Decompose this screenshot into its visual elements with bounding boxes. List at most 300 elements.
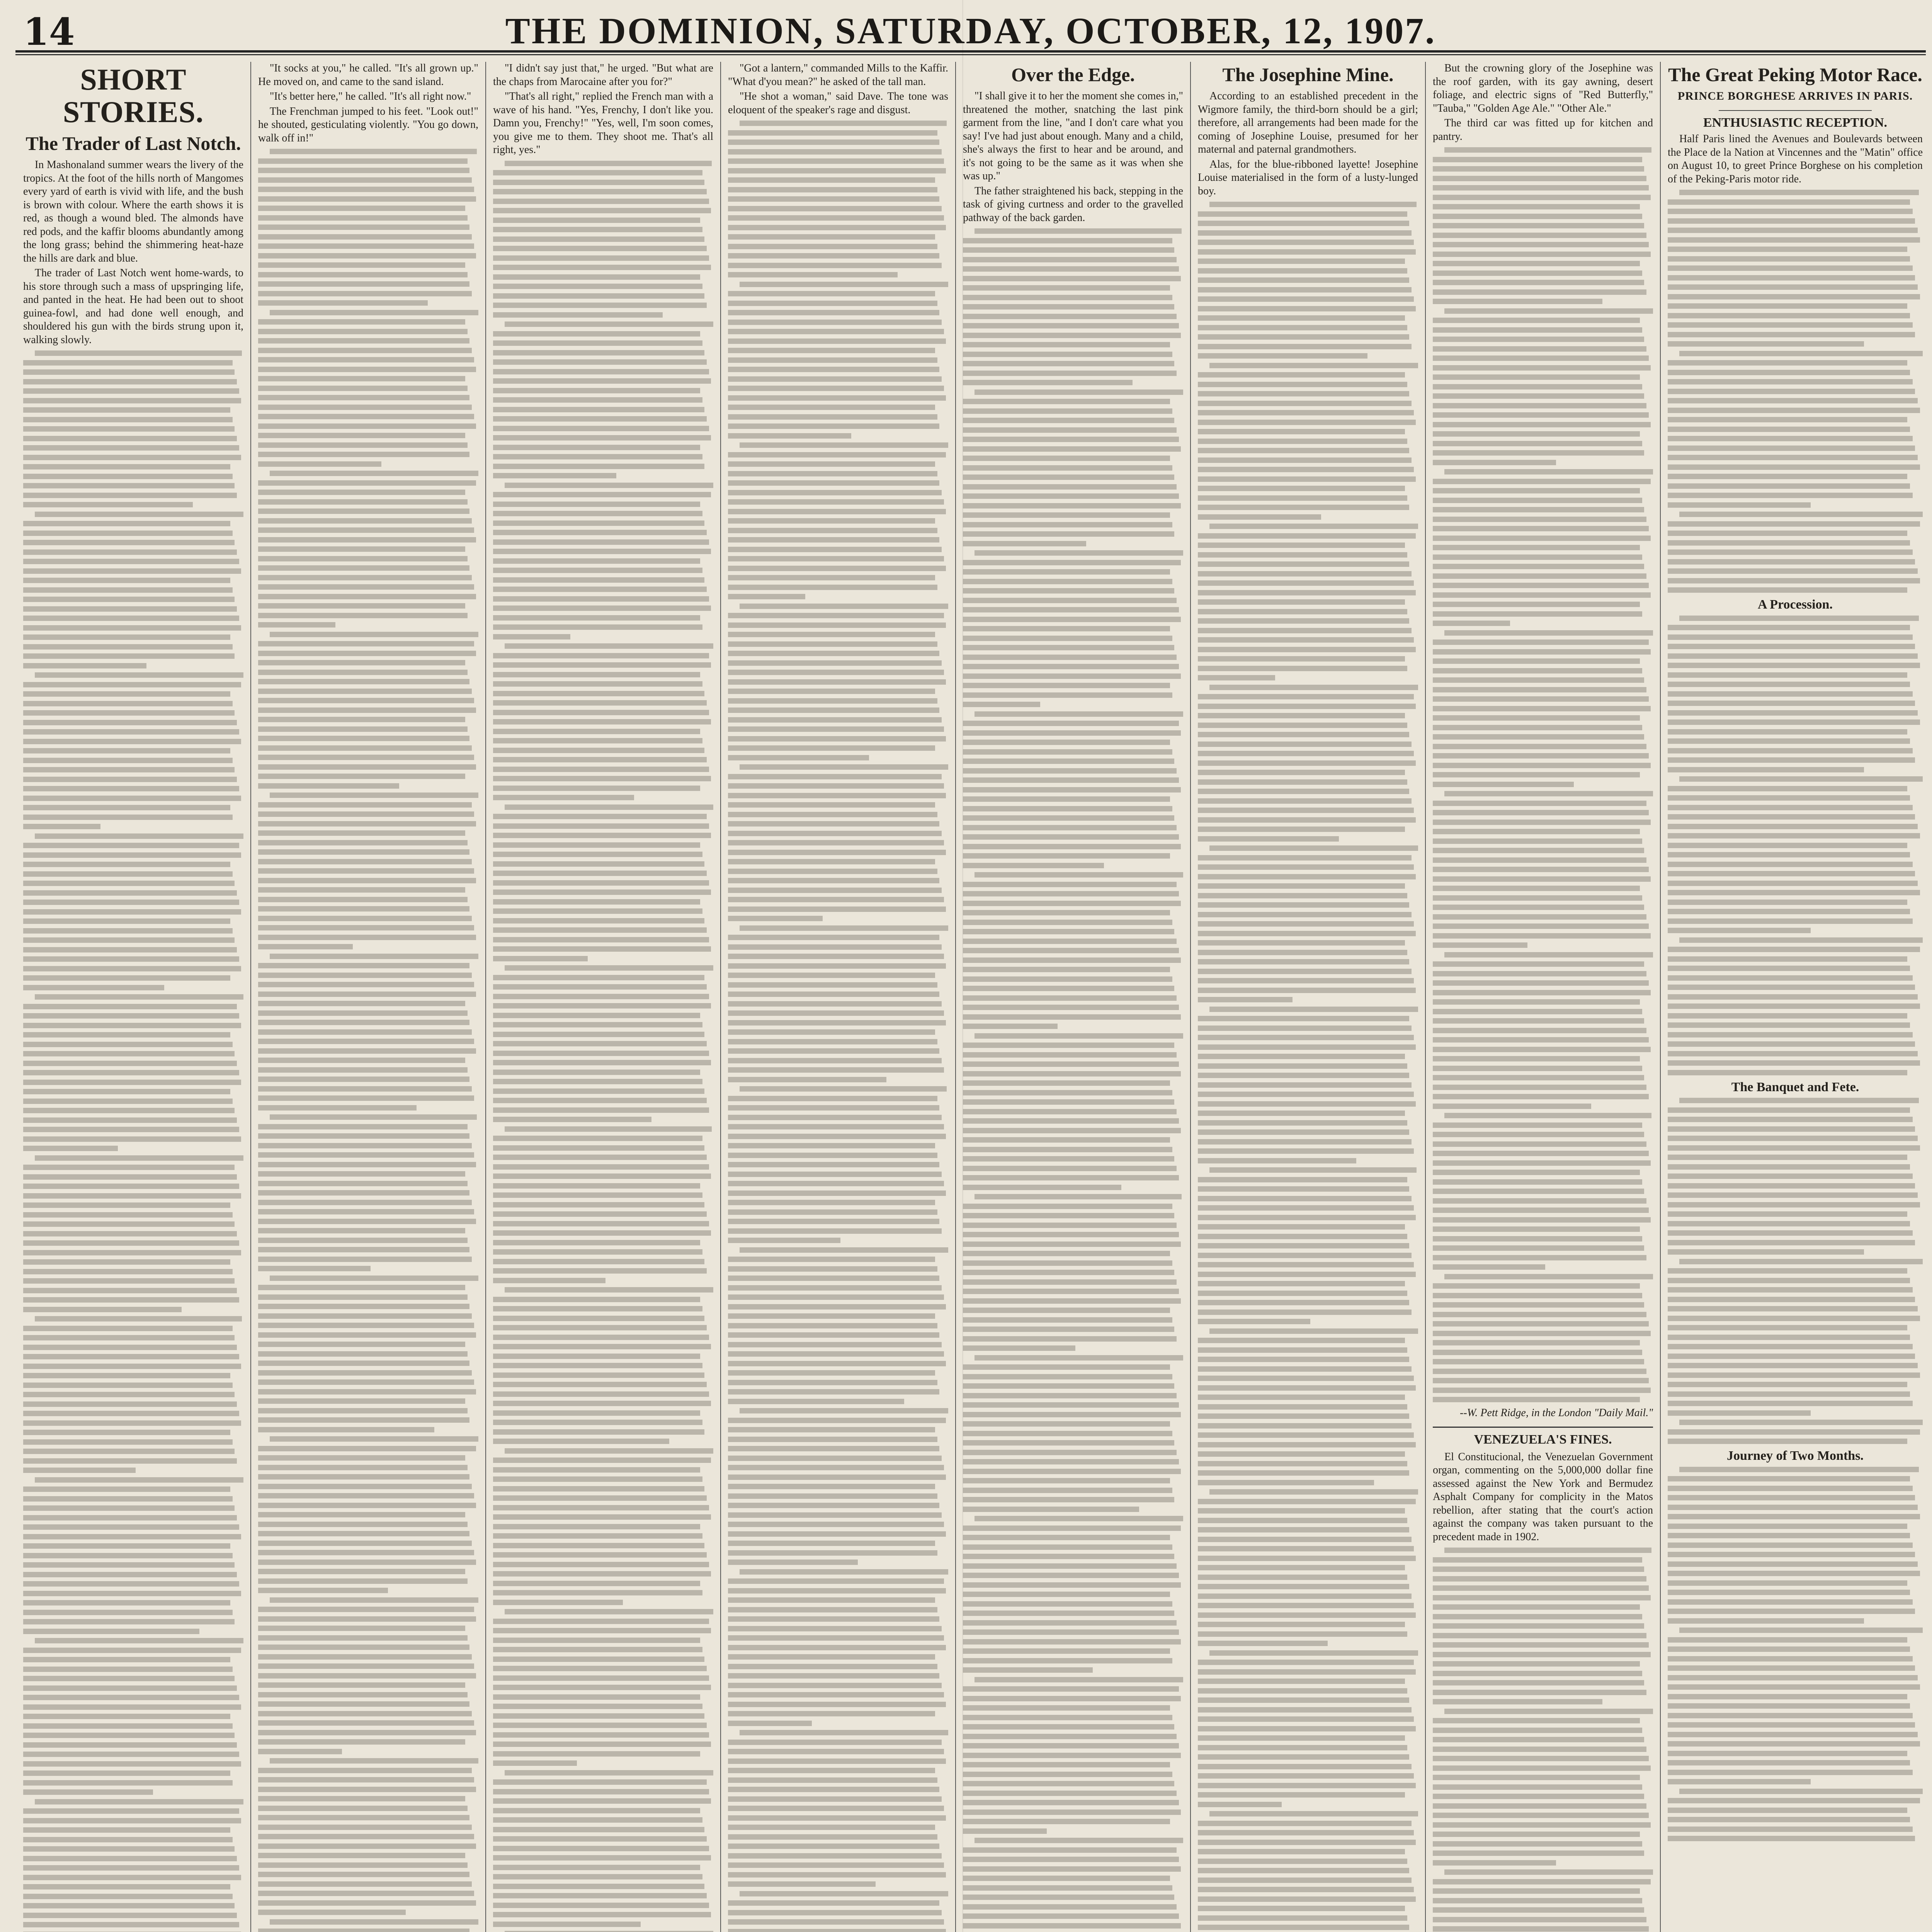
text-line xyxy=(258,1077,469,1082)
text-line xyxy=(23,559,239,564)
text-line xyxy=(963,1024,1058,1029)
text-line xyxy=(23,436,237,441)
text-line xyxy=(35,833,243,839)
text-line xyxy=(1198,1385,1416,1391)
text-line xyxy=(1668,559,1915,565)
text-line xyxy=(270,1114,477,1120)
text-line xyxy=(1198,827,1405,832)
text-line xyxy=(975,1355,1183,1361)
text-line xyxy=(493,927,707,933)
text-line xyxy=(258,1910,406,1915)
text-line xyxy=(728,1456,942,1461)
text-line xyxy=(1433,772,1640,777)
text-line xyxy=(1198,372,1405,378)
text-line xyxy=(493,1268,707,1274)
text-line xyxy=(728,1257,935,1262)
text-line xyxy=(1198,1253,1412,1258)
text-line xyxy=(493,1278,605,1283)
text-line xyxy=(1668,1439,1907,1444)
text-line xyxy=(23,843,239,848)
text-line xyxy=(258,641,474,646)
text-line xyxy=(1433,1293,1642,1298)
text-line xyxy=(23,909,241,915)
text-line xyxy=(493,946,711,952)
text-line xyxy=(1668,1164,1910,1170)
text-line xyxy=(1198,770,1405,775)
section-heading: SHORT STORIES. xyxy=(63,63,204,129)
text-line xyxy=(493,1495,707,1501)
column-7 xyxy=(1433,62,1653,1932)
text-line xyxy=(258,1701,469,1707)
text-line xyxy=(1668,1287,1913,1293)
text-line xyxy=(493,1581,700,1586)
text-line xyxy=(1433,1283,1640,1289)
text-line xyxy=(258,300,428,306)
text-line xyxy=(963,1762,1170,1767)
text-line xyxy=(1433,1066,1642,1071)
text-line xyxy=(258,935,476,940)
text-line xyxy=(493,407,704,412)
text-line xyxy=(258,1124,468,1129)
text-line xyxy=(258,565,469,571)
text-line xyxy=(23,1657,230,1662)
text-line xyxy=(1679,351,1923,356)
text-line xyxy=(1668,1410,1811,1416)
text-line xyxy=(1198,1148,1414,1154)
text-line xyxy=(23,1752,239,1757)
text-line xyxy=(1198,1234,1407,1239)
text-line xyxy=(963,1061,1179,1067)
text-line xyxy=(493,359,707,365)
text-line xyxy=(493,1590,702,1595)
text-line xyxy=(728,1190,946,1196)
text-line xyxy=(963,1327,1174,1332)
body-text xyxy=(728,121,948,1932)
text-line xyxy=(493,1514,711,1520)
text-line xyxy=(1198,230,1412,236)
text-line xyxy=(258,1304,469,1309)
text-line xyxy=(728,1096,937,1101)
text-line xyxy=(23,644,233,650)
text-line xyxy=(963,1658,1172,1663)
text-line xyxy=(258,423,476,429)
text-line xyxy=(258,726,468,732)
text-line xyxy=(1668,1070,1907,1075)
text-line xyxy=(493,265,711,270)
text-line xyxy=(1679,616,1919,621)
text-line xyxy=(1444,308,1653,314)
text-line xyxy=(23,1524,239,1530)
text-line xyxy=(1668,427,1910,432)
text-line xyxy=(505,161,712,166)
text-line xyxy=(1433,393,1644,399)
text-line xyxy=(505,965,713,971)
text-line xyxy=(1198,1868,1409,1873)
text-line xyxy=(1198,1631,1407,1637)
text-line xyxy=(963,361,1174,366)
text-line xyxy=(1668,881,1918,886)
text-line xyxy=(23,1051,235,1056)
text-line xyxy=(728,831,942,836)
text-line xyxy=(493,568,702,573)
text-line xyxy=(1198,571,1412,577)
text-line xyxy=(963,1090,1172,1095)
text-line xyxy=(1668,1126,1915,1132)
text-line xyxy=(270,793,478,798)
text-line xyxy=(1198,561,1409,567)
text-line xyxy=(1433,696,1649,702)
text-line xyxy=(1198,1281,1405,1286)
text-line xyxy=(1433,431,1640,437)
text-line xyxy=(493,1817,702,1823)
text-line xyxy=(963,257,1177,262)
text-line xyxy=(258,802,472,808)
text-line xyxy=(1433,1623,1644,1629)
text-line xyxy=(728,1531,946,1537)
text-line xyxy=(1198,1594,1412,1599)
text-line xyxy=(1198,940,1405,946)
text-line xyxy=(963,1412,1181,1417)
text-line xyxy=(963,1507,1139,1512)
text-line xyxy=(728,1796,942,1802)
text-line xyxy=(1198,1310,1412,1315)
text-line xyxy=(258,840,468,845)
text-line xyxy=(1668,549,1913,555)
text-line xyxy=(963,1526,1181,1531)
text-line xyxy=(1198,1366,1412,1372)
text-line xyxy=(1198,1054,1405,1059)
text-line xyxy=(1198,779,1407,785)
text-line xyxy=(1433,157,1642,162)
text-line xyxy=(1198,1849,1405,1854)
text-line xyxy=(1198,1319,1310,1324)
text-line xyxy=(493,871,707,876)
text-line xyxy=(258,414,474,419)
text-line xyxy=(1433,1122,1642,1128)
text-line xyxy=(1198,1215,1416,1220)
text-line xyxy=(258,1105,417,1111)
text-line xyxy=(1198,808,1414,813)
text-line xyxy=(963,1242,1181,1247)
text-line xyxy=(258,509,469,514)
text-line xyxy=(23,1894,233,1899)
text-line xyxy=(1444,1274,1653,1279)
text-line xyxy=(1433,1047,1651,1052)
text-line xyxy=(1668,502,1811,508)
text-line xyxy=(963,721,1179,726)
text-line xyxy=(1433,980,1649,986)
subheading: PRINCE BORGHESE ARRIVES IN PARIS. xyxy=(1677,90,1913,102)
text-line xyxy=(258,1152,474,1158)
text-line xyxy=(1433,1369,1646,1374)
text-line xyxy=(963,1715,1172,1720)
text-line xyxy=(23,691,230,697)
text-line xyxy=(728,1815,946,1821)
text-line xyxy=(963,1800,1179,1805)
text-line xyxy=(258,982,474,987)
column-rule xyxy=(720,62,721,1932)
text-line xyxy=(1433,649,1651,655)
text-line xyxy=(728,840,944,845)
text-line xyxy=(1433,223,1644,228)
text-line xyxy=(728,1332,939,1338)
text-line xyxy=(728,1503,939,1508)
text-line xyxy=(728,1039,937,1044)
text-line xyxy=(258,1323,474,1328)
text-line xyxy=(1198,1745,1407,1750)
text-line xyxy=(1433,621,1510,626)
text-line xyxy=(963,617,1181,622)
text-line xyxy=(1668,455,1918,460)
text-line xyxy=(1198,1177,1407,1182)
text-line xyxy=(1198,789,1409,794)
text-line xyxy=(1433,1557,1642,1563)
text-line xyxy=(963,371,1177,376)
text-line xyxy=(493,1183,700,1189)
paragraph: Alas, for the blue-ribboned layette! Josephine Louise materialised in the form of a lusty-lunged boy. xyxy=(1198,158,1418,197)
text-line xyxy=(1433,270,1642,276)
text-line xyxy=(1668,218,1915,224)
text-line xyxy=(1668,1505,1918,1510)
text-line xyxy=(963,588,1174,594)
text-line xyxy=(728,338,946,344)
text-line xyxy=(1668,1808,1907,1813)
text-line xyxy=(1198,353,1367,359)
text-line xyxy=(963,1298,1181,1304)
text-line xyxy=(258,433,465,438)
text-line xyxy=(23,1307,182,1312)
text-line xyxy=(1433,611,1642,617)
text-line xyxy=(728,1768,935,1773)
text-line xyxy=(1198,1300,1409,1305)
text-line xyxy=(1668,956,1907,962)
text-line xyxy=(258,158,468,164)
text-line xyxy=(1433,1917,1646,1922)
text-line xyxy=(1668,1533,1910,1538)
text-line xyxy=(1198,666,1407,671)
text-line xyxy=(505,1448,713,1454)
text-line xyxy=(728,1399,904,1404)
text-line xyxy=(1668,322,1913,328)
text-line xyxy=(493,511,702,516)
text-line xyxy=(1198,647,1416,652)
text-line xyxy=(1433,289,1646,295)
text-line xyxy=(963,673,1181,679)
page-fold xyxy=(962,0,963,1932)
text-line xyxy=(23,1013,239,1019)
text-line xyxy=(1433,1217,1651,1223)
text-line xyxy=(1198,798,1412,804)
text-line xyxy=(1668,1741,1920,1747)
text-line xyxy=(1668,890,1920,895)
text-line xyxy=(1198,1026,1412,1031)
text-line xyxy=(505,1609,713,1614)
text-line xyxy=(1198,249,1416,255)
text-line xyxy=(963,1810,1181,1815)
text-line xyxy=(728,509,946,514)
text-line xyxy=(1198,1357,1409,1362)
text-line xyxy=(1198,902,1409,908)
text-line xyxy=(963,1904,1177,1910)
text-line xyxy=(963,1118,1179,1124)
text-line xyxy=(258,329,468,334)
text-line xyxy=(1433,573,1646,579)
text-line xyxy=(258,1408,468,1413)
text-line xyxy=(23,1714,230,1719)
text-line xyxy=(1198,325,1407,330)
text-line xyxy=(1668,1713,1913,1718)
text-line xyxy=(493,587,707,592)
text-line xyxy=(493,549,711,554)
text-line xyxy=(258,1730,476,1735)
text-line xyxy=(963,882,1177,887)
text-line xyxy=(258,973,472,978)
text-line xyxy=(1433,1813,1649,1818)
text-line xyxy=(258,1257,472,1262)
text-line xyxy=(493,464,704,469)
text-line xyxy=(258,821,476,827)
text-line xyxy=(258,897,468,902)
text-line xyxy=(1433,564,1644,569)
text-line xyxy=(1433,1245,1644,1251)
text-line xyxy=(258,1522,468,1527)
text-line xyxy=(963,1109,1177,1114)
text-line xyxy=(728,480,939,486)
text-line xyxy=(23,1174,237,1180)
text-line xyxy=(1198,1205,1414,1211)
text-line xyxy=(1433,261,1640,266)
text-line xyxy=(1433,1350,1642,1355)
text-line xyxy=(35,1155,243,1161)
text-line xyxy=(1668,1335,1910,1340)
text-line xyxy=(728,698,937,704)
text-line xyxy=(1198,931,1416,936)
text-line xyxy=(23,1458,237,1464)
text-line xyxy=(1198,1243,1409,1248)
text-line xyxy=(1198,1035,1414,1040)
text-line xyxy=(258,281,469,287)
text-line xyxy=(493,1524,700,1529)
text-line xyxy=(258,1133,469,1139)
text-line xyxy=(23,587,233,593)
text-line xyxy=(1668,918,1913,924)
text-line xyxy=(23,928,233,934)
text-line xyxy=(23,417,233,422)
text-line xyxy=(963,1071,1181,1077)
text-line xyxy=(258,1550,474,1555)
text-line xyxy=(728,1389,939,1395)
text-line xyxy=(1198,760,1416,766)
text-line xyxy=(1668,1003,1920,1009)
text-line xyxy=(963,939,1177,944)
text-line xyxy=(1668,228,1918,233)
text-line xyxy=(258,1455,465,1461)
text-line xyxy=(493,823,709,829)
text-line xyxy=(1198,439,1407,444)
body-text xyxy=(1433,147,1653,1402)
text-line xyxy=(963,1743,1179,1748)
text-line xyxy=(1668,1249,1864,1255)
text-line xyxy=(728,1219,939,1224)
text-line xyxy=(258,783,399,789)
text-line xyxy=(493,520,704,526)
text-line xyxy=(1198,694,1414,699)
text-line xyxy=(1433,1680,1644,1685)
text-line xyxy=(963,1573,1179,1578)
text-line xyxy=(23,1212,233,1218)
text-line xyxy=(1668,199,1910,205)
text-line xyxy=(963,1611,1174,1616)
text-line xyxy=(270,1919,478,1925)
text-line xyxy=(1444,1869,1653,1875)
text-line xyxy=(23,426,235,432)
text-line xyxy=(1433,280,1644,285)
text-line xyxy=(728,1900,939,1906)
text-line xyxy=(1679,190,1919,195)
text-line xyxy=(728,1209,937,1215)
text-line xyxy=(1668,1751,1907,1756)
text-line xyxy=(1198,552,1407,558)
text-line xyxy=(728,1010,944,1016)
text-line xyxy=(258,1200,472,1205)
text-line xyxy=(1668,1476,1910,1481)
text-line xyxy=(963,1819,1170,1824)
text-line xyxy=(493,634,570,639)
text-line xyxy=(258,1370,472,1376)
text-line xyxy=(1433,990,1651,995)
text-line xyxy=(258,887,465,893)
text-line xyxy=(1668,587,1907,593)
text-line xyxy=(258,1711,472,1716)
text-line xyxy=(963,1223,1177,1228)
text-line xyxy=(728,1635,944,1641)
text-line xyxy=(23,1278,235,1284)
text-line xyxy=(493,1779,707,1785)
text-line xyxy=(728,1153,937,1158)
text-line xyxy=(1668,1599,1913,1605)
text-line xyxy=(1433,1850,1644,1856)
text-line xyxy=(728,1692,944,1697)
text-line xyxy=(1209,1328,1418,1334)
text-line xyxy=(258,925,474,930)
text-line xyxy=(505,483,713,488)
text-line xyxy=(23,796,241,801)
text-line xyxy=(963,579,1172,584)
text-line xyxy=(23,900,239,905)
text-line xyxy=(258,1143,472,1148)
text-line xyxy=(963,1724,1174,1730)
text-line xyxy=(728,689,935,694)
text-line xyxy=(963,948,1179,953)
text-line xyxy=(963,1791,1177,1796)
text-line xyxy=(963,560,1181,565)
text-line xyxy=(1668,738,1910,744)
text-line xyxy=(23,1515,237,1520)
body-text xyxy=(963,228,1183,1932)
text-line xyxy=(1198,1754,1409,1760)
text-line xyxy=(975,389,1183,395)
text-line xyxy=(493,180,704,185)
text-line xyxy=(963,1374,1172,1379)
text-line xyxy=(1433,753,1649,759)
text-line xyxy=(23,918,230,924)
text-line xyxy=(963,1857,1179,1862)
text-line xyxy=(728,1645,946,1650)
text-line xyxy=(1209,1007,1418,1012)
text-line xyxy=(728,1853,942,1859)
text-line xyxy=(1198,836,1339,842)
text-line xyxy=(963,1260,1172,1266)
